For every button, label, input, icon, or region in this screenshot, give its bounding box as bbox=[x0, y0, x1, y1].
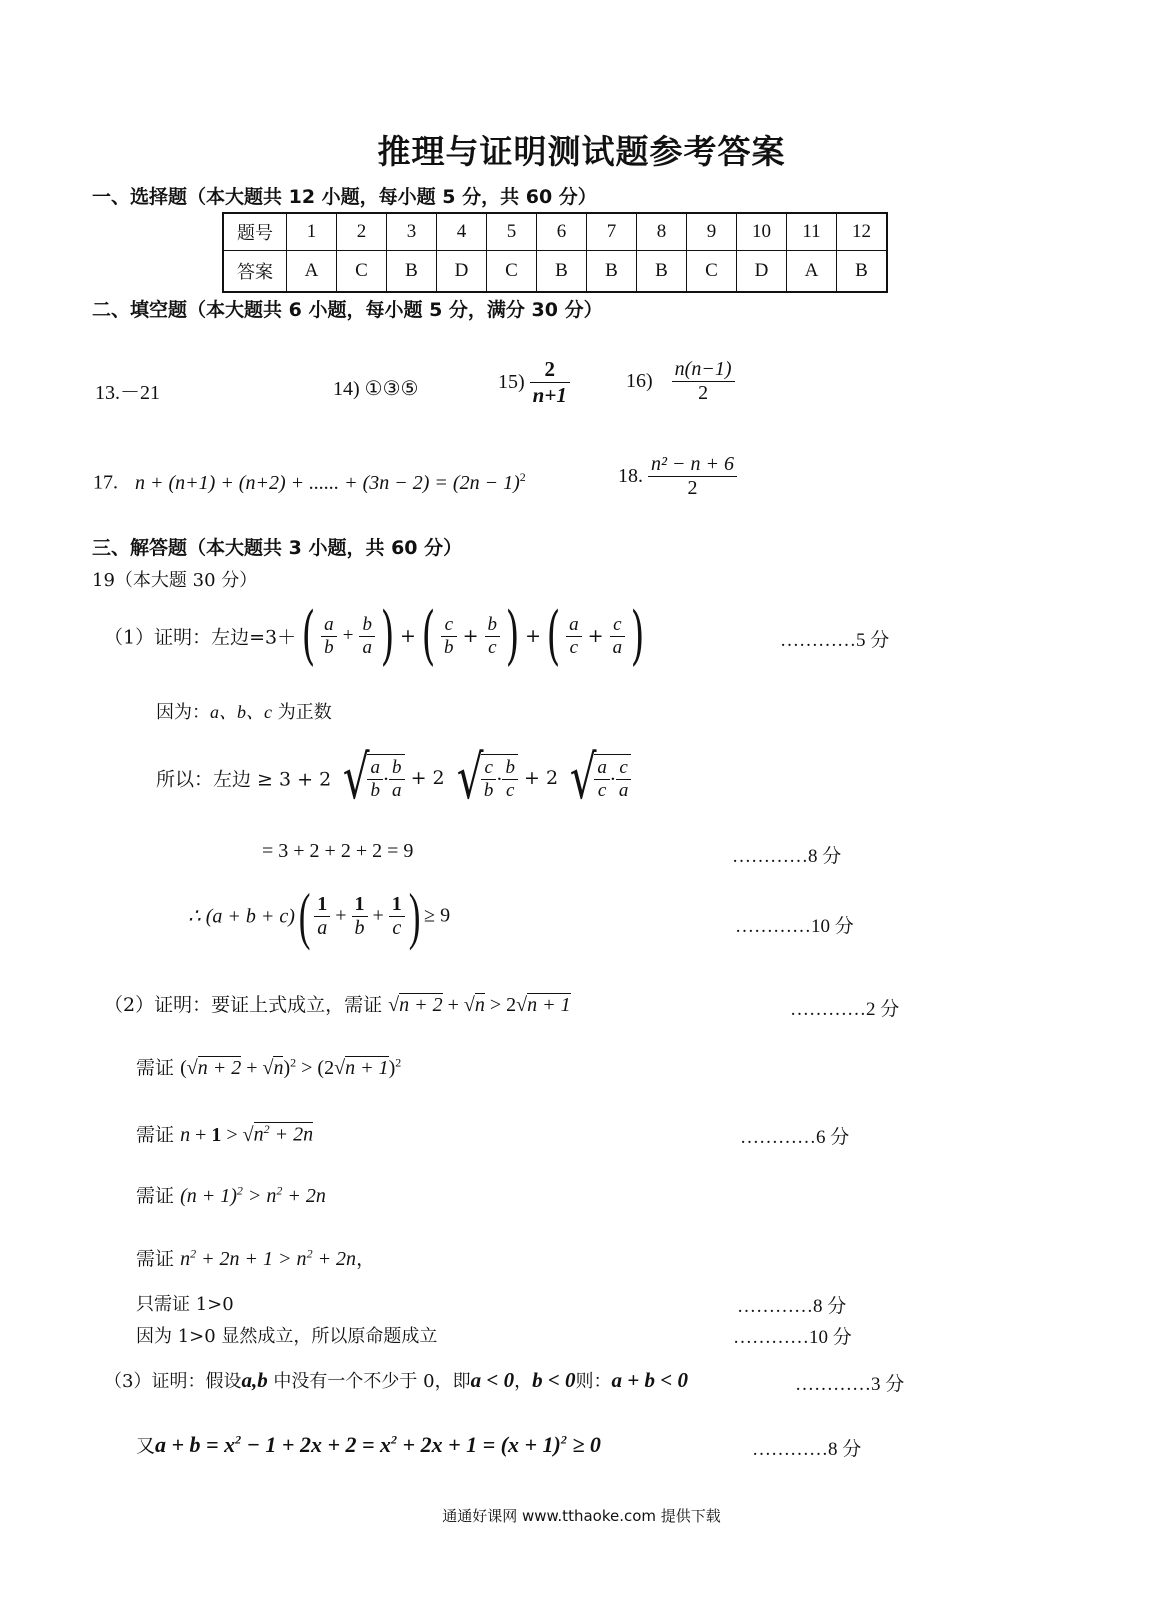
sqrt-ac-ca: √ $\frac{a}{c}$ · $\frac{c}{a}$ bbox=[564, 748, 631, 808]
need-label: 需证 bbox=[136, 1248, 175, 1270]
question-number: 7 bbox=[587, 213, 637, 251]
frac-a-b: $\frac{a}{b}$ bbox=[321, 614, 337, 659]
paren-close: ) bbox=[630, 599, 645, 673]
row-header-answer: 答案 bbox=[223, 251, 287, 293]
section-multiple-choice-heading: 一、选择题（本大题共 12 小题，每小题 5 分，共 60 分） bbox=[92, 186, 597, 208]
q19-part1-label: （1）证明：左边=3＋ bbox=[104, 626, 297, 649]
answer-13: 13.－21 bbox=[95, 382, 160, 404]
fraction-numerator: n² − n + 6 bbox=[651, 453, 734, 475]
so-line: 所以：左边 ≥ 3 + 2 √ $\frac{a}{b}$ · $\frac{b}{a}$ + 2 √ $\frac{c}{b}$ · $\frac{b}{c}$ + 2 √ $\frac{a}{c}$ · $\frac{c}{a}$ bbox=[156, 748, 631, 808]
step-equals-9: = 3 + 2 + 2 + 2 = 9 bbox=[262, 840, 414, 862]
sqrt-ab-ba: √ $\frac{a}{b}$ · $\frac{b}{a}$ bbox=[337, 748, 404, 808]
q19-part3-then: 则： bbox=[575, 1371, 612, 1392]
because-tail: 为正数 bbox=[272, 702, 332, 723]
q19-part3-label: （3）证明：假设 bbox=[104, 1371, 242, 1392]
therefore-line: ∴ (a + b + c) ( $\frac{1}{a}$ + $\frac{1}{b}$ + $\frac{1}{c}$ ) ≥ 9 bbox=[188, 880, 451, 951]
question-number: 5 bbox=[487, 213, 537, 251]
question-number: 2 bbox=[337, 213, 387, 251]
need-line-4: 需证 $n^2 + 2n + 1 > n^2 + 2n$， bbox=[136, 1246, 376, 1270]
fraction-denominator: 2 bbox=[672, 381, 735, 405]
q19-heading: 19（本大题 30 分） bbox=[92, 570, 258, 591]
score-5: …………5 分 bbox=[780, 630, 890, 651]
answer-table bbox=[222, 212, 888, 293]
section-fill-blank-heading: 二、填空题（本大题共 6 小题，每小题 5 分，满分 30 分） bbox=[92, 299, 603, 321]
because-line bbox=[156, 698, 332, 724]
need-label: 需证 bbox=[136, 1057, 175, 1079]
answer-18-label: 18. bbox=[618, 465, 643, 487]
question-number: 1 bbox=[287, 213, 337, 251]
answer-cell: C bbox=[687, 251, 737, 293]
q19-part3-line1: （3）证明：假设a,b 中没有一个不少于 0，即a < 0，b < 0则：a + b < 0 bbox=[104, 1368, 688, 1392]
answer-cell: D bbox=[437, 251, 487, 293]
row-header-number: 题号 bbox=[223, 213, 287, 251]
answer-14: 14) ①③⑤ bbox=[333, 378, 419, 400]
answer-16-fraction bbox=[672, 358, 735, 405]
score-6: …………6 分 bbox=[740, 1127, 850, 1148]
question-number: 10 bbox=[737, 213, 787, 251]
score-8: …………8 分 bbox=[732, 846, 842, 867]
question-number: 4 bbox=[437, 213, 487, 251]
score-8c: …………8 分 bbox=[752, 1439, 862, 1460]
q19-part1-line1: （1）证明：左边=3＋ ( $\frac{a}{b}$ + $\frac{b}{a}$ ) + ( $\frac{c}{b}$ + $\frac{b}{c}$ ) + ( $\frac{a}{c}$ + $\frac{c}{a}$ ) bbox=[104, 599, 645, 673]
q19-part3-line2: 又$a + b = x^2 - 1 + 2x + 2 = x^2 + 2x + 1 = (x + 1)^2 \ge 0$ bbox=[136, 1432, 601, 1457]
answer-18 bbox=[618, 453, 737, 500]
need-line-1: 需证 $(√n + 2 + √n)^2 > (2√n + 1)^2$ bbox=[136, 1055, 402, 1079]
answer-cell: A bbox=[787, 251, 837, 293]
answer-cell: C bbox=[487, 251, 537, 293]
question-number: 11 bbox=[787, 213, 837, 251]
score-10b: …………10 分 bbox=[733, 1327, 852, 1348]
fraction-numerator: n(n−1) bbox=[674, 358, 732, 380]
question-number: 6 bbox=[537, 213, 587, 251]
frac-a-c: $\frac{a}{c}$ bbox=[566, 614, 582, 659]
paren-open: ( bbox=[421, 599, 436, 673]
fraction-denominator: n+1 bbox=[530, 382, 570, 408]
answer-18-fraction bbox=[648, 453, 737, 500]
because-obvious-line: 因为 1>0 显然成立，所以原命题成立 bbox=[136, 1326, 438, 1347]
answer-17-label: 17. bbox=[93, 471, 118, 494]
need-label: 需证 bbox=[136, 1185, 175, 1207]
need-label: 需证 bbox=[136, 1124, 175, 1146]
question-number: 3 bbox=[387, 213, 437, 251]
frac-c-b: $\frac{c}{b}$ bbox=[441, 614, 457, 659]
so-label: 所以：左边 ≥ 3 + 2 bbox=[156, 768, 332, 791]
answer-table-row-answers bbox=[223, 251, 887, 293]
answer-cell: B bbox=[837, 251, 888, 293]
answer-cell: B bbox=[537, 251, 587, 293]
frac-c-a: $\frac{c}{a}$ bbox=[610, 614, 626, 659]
answer-cell: A bbox=[287, 251, 337, 293]
paren-open: ( bbox=[301, 599, 316, 673]
frac-b-c: $\frac{b}{c}$ bbox=[485, 614, 501, 659]
need-line-3: 需证 $(n + 1)^2 > n^2 + 2n$ bbox=[136, 1183, 326, 1207]
because-label: 因为： bbox=[156, 702, 210, 723]
score-8b: …………8 分 bbox=[737, 1296, 847, 1317]
answer-cell: D bbox=[737, 251, 787, 293]
paren-close: ) bbox=[380, 599, 395, 673]
answer-17-expression: n + (n+1) + (n+2) + ...... + (3n − 2) = (2n − 1) bbox=[135, 471, 520, 494]
need-line-2: 需证 $n + 1 > √n^2 + 2n$ bbox=[136, 1122, 314, 1146]
fraction-numerator: 2 bbox=[544, 357, 555, 381]
need-line-4-tail: ， bbox=[356, 1248, 376, 1270]
question-number: 8 bbox=[637, 213, 687, 251]
score-3: …………3 分 bbox=[795, 1374, 905, 1395]
answer-cell: B bbox=[387, 251, 437, 293]
answer-17-exponent: 2 bbox=[519, 470, 526, 484]
answer-cell: B bbox=[637, 251, 687, 293]
sqrt-cb-bc: √ $\frac{c}{b}$ · $\frac{b}{c}$ bbox=[451, 748, 518, 808]
score-2: …………2 分 bbox=[790, 999, 900, 1020]
section-solution-heading: 三、解答题（本大题共 3 小题，共 60 分） bbox=[92, 537, 463, 559]
page-title: 推理与证明测试题参考答案 bbox=[377, 132, 786, 171]
q19-part2-line1: （2）证明：要证上式成立，需证 √n + 2 + √n > 2√n + 1 bbox=[104, 994, 571, 1016]
answer-cell: C bbox=[337, 251, 387, 293]
answer-15-label: 15) bbox=[498, 371, 525, 393]
answer-15-fraction bbox=[530, 357, 570, 408]
question-number: 12 bbox=[837, 213, 888, 251]
paren-close: ) bbox=[505, 599, 520, 673]
footer-source: 通通好课网 www.tthaoke.com 提供下载 bbox=[442, 1507, 721, 1525]
paren-open: ( bbox=[546, 599, 561, 673]
answer-16 bbox=[626, 358, 735, 405]
answer-17 bbox=[93, 470, 526, 495]
therefore-tail: ≥ 9 bbox=[424, 904, 451, 927]
fraction-denominator: 2 bbox=[648, 476, 737, 500]
answer-table-row-numbers bbox=[223, 213, 887, 251]
q19-part3-mid: 中没有一个不少于 0，即 bbox=[267, 1371, 471, 1392]
score-10: …………10 分 bbox=[735, 916, 854, 937]
question-number: 9 bbox=[687, 213, 737, 251]
q19-part2-label: （2）证明：要证上式成立，需证 bbox=[104, 994, 383, 1016]
answer-cell: B bbox=[587, 251, 637, 293]
frac-b-a: $\frac{b}{a}$ bbox=[359, 614, 375, 659]
therefore-lead: ∴ (a + b + c) bbox=[188, 905, 295, 928]
only-need-line: 只需证 1>0 bbox=[136, 1294, 234, 1315]
answer-16-label: 16) bbox=[626, 370, 653, 392]
answer-15 bbox=[498, 357, 570, 408]
because-vars: a、b、c bbox=[210, 702, 272, 722]
q19-part3-lead: 又 bbox=[136, 1435, 156, 1457]
